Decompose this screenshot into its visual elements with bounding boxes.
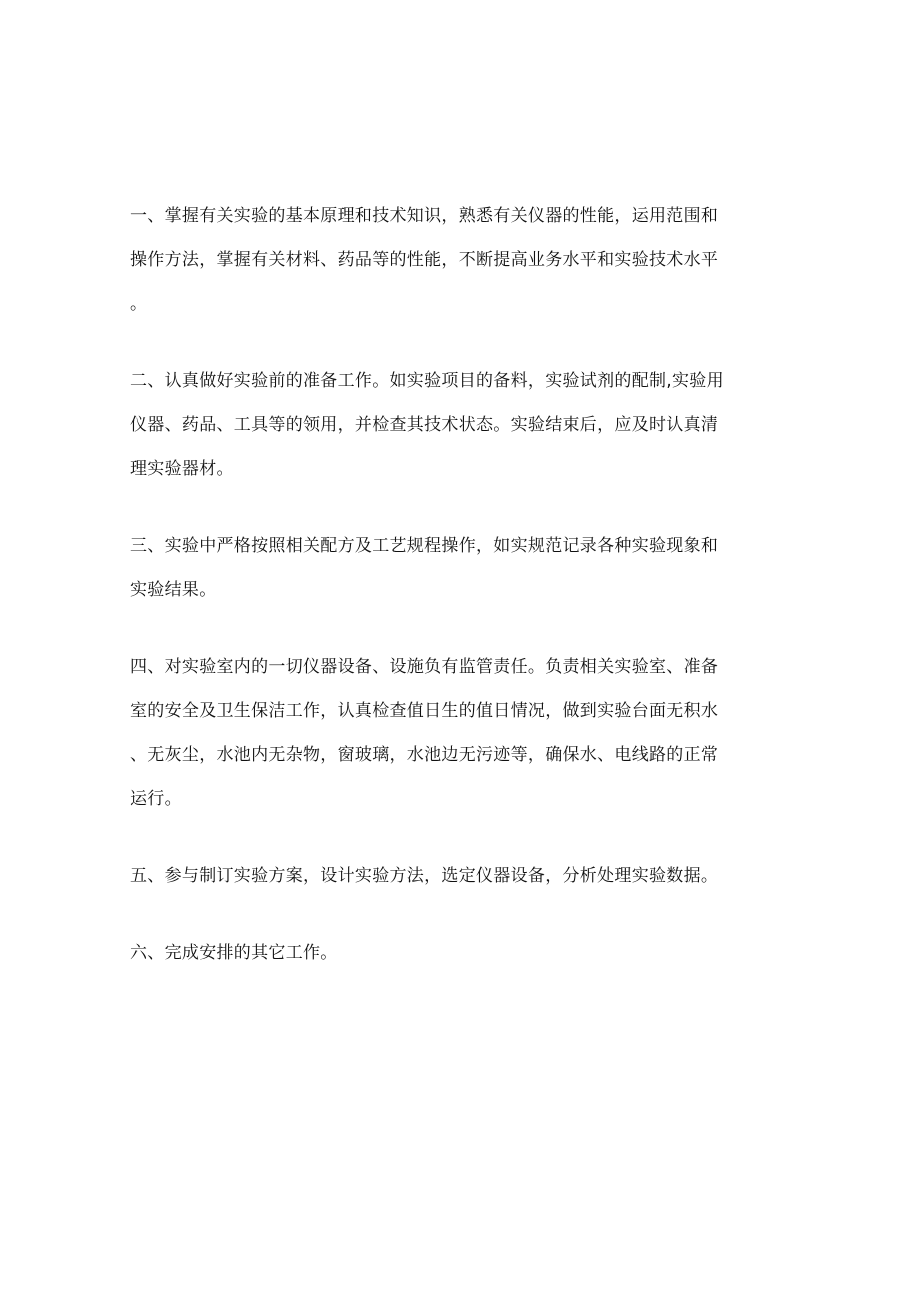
text-line: 、无灰尘，水池内无杂物，窗玻璃，水池边无污迹等，确保水、电线路的正常 bbox=[130, 745, 719, 765]
text-line: 实验结果。 bbox=[130, 580, 217, 600]
paragraph-1 bbox=[130, 194, 770, 326]
text-line: 四、对实验室内的一切仪器设备、设施负有监管责任。负责相关实验室、准备 bbox=[130, 657, 719, 677]
text-line: 五、参与制订实验方案，设计实验方法，选定仪器设备，分析处理实验数据。 bbox=[130, 866, 719, 886]
paragraph-5 bbox=[130, 854, 770, 898]
text-line: 三、实验中严格按照相关配方及工艺规程操作，如实规范记录各种实验现象和 bbox=[130, 536, 719, 556]
text-line: 。 bbox=[130, 294, 148, 314]
document-body bbox=[130, 194, 770, 1008]
paragraph-2 bbox=[130, 359, 770, 491]
text-line: 二、认真做好实验前的准备工作。如实验项目的备料，实验试剂的配制,实验用 bbox=[130, 371, 724, 391]
text-line: 操作方法，掌握有关材料、药品等的性能，不断提高业务水平和实验技术水平 bbox=[130, 250, 719, 270]
text-line: 一、掌握有关实验的基本原理和技术知识，熟悉有关仪器的性能，运用范围和 bbox=[130, 206, 719, 226]
text-line: 运行。 bbox=[130, 789, 182, 809]
paragraph-4 bbox=[130, 645, 770, 821]
text-line: 六、完成安排的其它工作。 bbox=[130, 943, 338, 963]
text-line: 仪器、药品、工具等的领用，并检查其技术状态。实验结束后，应及时认真清 bbox=[130, 415, 719, 435]
text-line: 室的安全及卫生保洁工作，认真检查值日生的值日情况，做到实验台面无积水 bbox=[130, 701, 719, 721]
paragraph-3 bbox=[130, 524, 770, 612]
paragraph-6 bbox=[130, 931, 770, 975]
text-line: 理实验器材。 bbox=[130, 459, 234, 479]
